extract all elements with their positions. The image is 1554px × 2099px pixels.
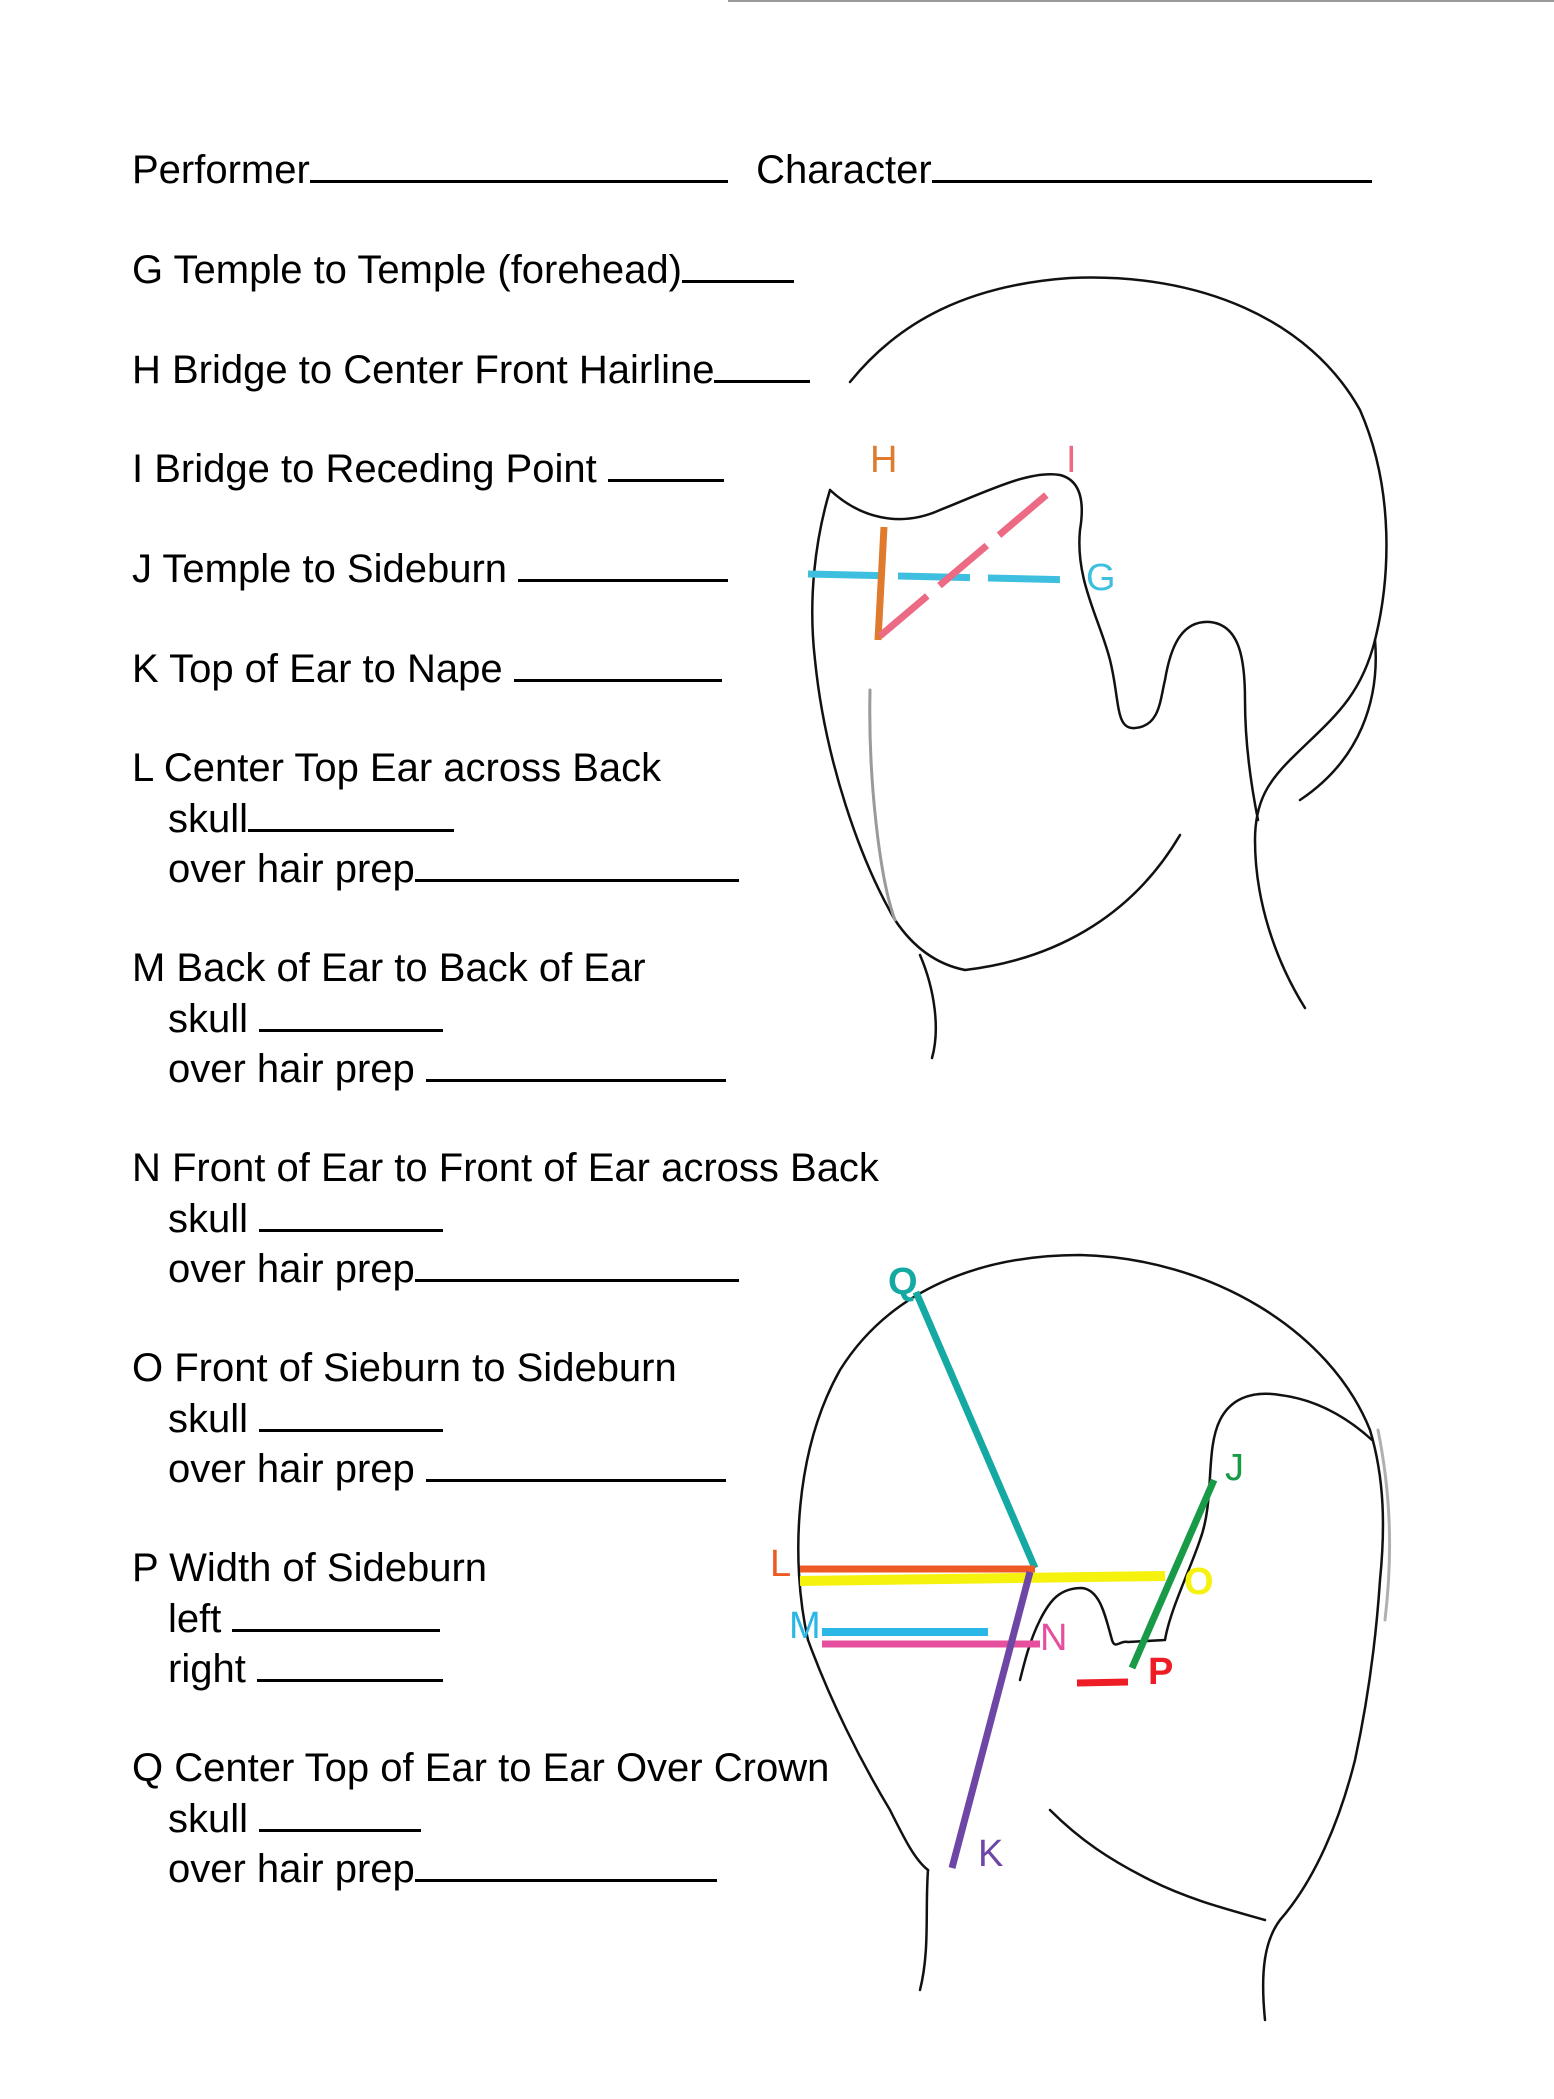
item-o-label: O Front of Sieburn to Sideburn <box>132 1346 677 1390</box>
front-head-diagram <box>812 277 1386 1058</box>
label-p: P <box>1148 1651 1174 1693</box>
skull-label: skull <box>168 797 249 841</box>
left-label: left <box>168 1597 222 1641</box>
back-nape-curve <box>1050 1810 1265 1920</box>
back-measure-lines <box>800 1292 1214 1868</box>
label-g: G <box>1086 557 1116 599</box>
back-ear-top <box>1020 1394 1372 1680</box>
front-head-right-curve <box>1300 640 1376 800</box>
label-q: Q <box>888 1261 918 1303</box>
hairline-gray <box>870 690 895 920</box>
item-q-label: Q Center Top of Ear to Ear Over Crown <box>132 1746 830 1790</box>
neck-line <box>920 955 936 1058</box>
item-j-label: J Temple to Sideburn <box>132 547 508 591</box>
back-head-outline <box>798 1255 1383 2020</box>
item-h-label: H Bridge to Center Front Hairline <box>132 348 715 392</box>
label-l: L <box>770 1543 792 1585</box>
over-hair-prep-label: over hair prep <box>168 1047 415 1091</box>
skull-label: skull <box>168 1197 249 1241</box>
label-n: N <box>1040 1617 1068 1659</box>
item-n-label: N Front of Ear to Front of Ear across Back <box>132 1146 879 1190</box>
label-m: M <box>789 1605 821 1647</box>
forehead-upper-contour <box>830 474 1258 820</box>
right-label: right <box>168 1647 246 1691</box>
label-j: J <box>1225 1447 1244 1489</box>
item-l-label: L Center Top Ear across Back <box>132 746 662 790</box>
character-label: Character <box>756 148 932 192</box>
label-h: H <box>870 439 898 481</box>
back-head-diagram <box>798 1255 1389 2020</box>
back-left-contour <box>808 1640 928 1870</box>
item-m-label: M Back of Ear to Back of Ear <box>132 946 646 990</box>
front-head-outline <box>850 277 1386 1008</box>
label-i: I <box>1066 439 1077 481</box>
measure-line-p <box>1077 1682 1128 1683</box>
measure-line-i <box>880 486 1057 636</box>
performer-label: Performer <box>132 148 310 192</box>
skull-label: skull <box>168 1397 249 1441</box>
over-hair-prep-label: over hair prep <box>168 1847 415 1891</box>
measure-line-q <box>916 1292 1035 1568</box>
back-neck-left <box>920 1870 928 1990</box>
over-hair-prep-label: over hair prep <box>168 847 415 891</box>
measure-line-h <box>878 527 884 640</box>
label-k: K <box>978 1833 1004 1875</box>
over-hair-prep-label: over hair prep <box>168 1447 415 1491</box>
measure-line-o <box>800 1576 1165 1581</box>
item-g-label: G Temple to Temple (forehead) <box>132 248 682 292</box>
measure-line-k <box>952 1572 1030 1868</box>
label-o: O <box>1184 1561 1214 1603</box>
chin-contour <box>965 835 1180 970</box>
over-hair-prep-label: over hair prep <box>168 1247 415 1291</box>
item-i-label: I Bridge to Receding Point <box>132 447 597 491</box>
item-p-label: P Width of Sideburn <box>132 1546 488 1590</box>
skull-label: skull <box>168 1797 249 1841</box>
skull-label: skull <box>168 997 249 1041</box>
item-k-label: K Top of Ear to Nape <box>132 647 503 691</box>
